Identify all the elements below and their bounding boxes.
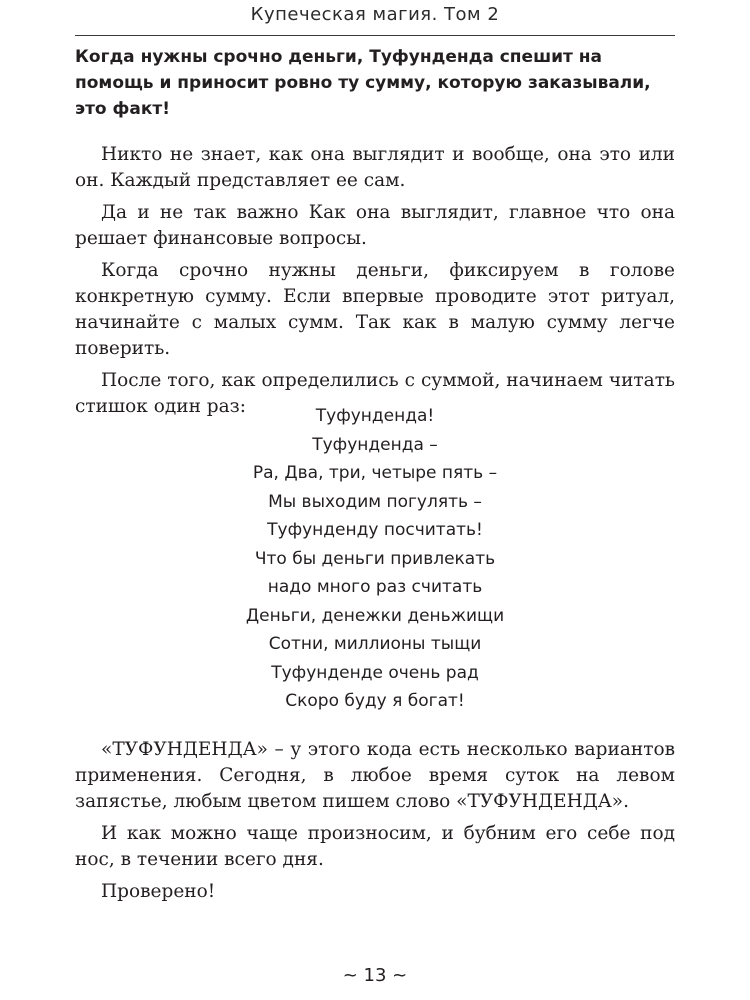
poem-line: Ра, Два, три, четыре пять – — [252, 463, 498, 483]
poem-line: Сотни, миллионы тыщи — [268, 634, 482, 654]
body-paragraph: И как можно чаще произносим, и бубним его себе под нос, в течении всего дня. — [75, 823, 675, 870]
body-paragraph: Когда срочно нужны деньги, фиксируем в голове конкретную сумму. Если впервые проводите этот ритуал, начинайте с малых сумм. Так как в малую сумму легче поверить. — [75, 260, 675, 359]
poem-line: Мы выходим погулять – — [268, 491, 482, 512]
body-paragraph: После того, как определились с суммой, начинаем читать стишок один раз: — [75, 370, 675, 417]
running-header: Купеческая магия. Том 2 — [250, 4, 500, 25]
page-number: ~ 13 ~ — [342, 965, 408, 986]
poem-line: Туфунденда – — [312, 434, 438, 455]
body-text-before-poem — [75, 142, 675, 426]
lead-paragraph: Когда нужны срочно деньги, Туфунденда спешит на помощь и приносит ровно ту сумму, которую заказывали, это факт! — [75, 47, 651, 119]
poem-line: Скоро буду я богат! — [285, 691, 465, 711]
body-paragraph: «ТУФУНДЕНДА» – у этого кода есть несколько вариантов применения. Сегодня, в любое время суток на левом запястье, любым цветом пишем слово «ТУФУНДЕНДА». — [75, 739, 675, 812]
poem-line: надо много раз считать — [267, 577, 483, 597]
poem-line: Туфунденду посчитать! — [267, 520, 483, 540]
body-paragraph: Никто не знает, как она выглядит и вообще, она это или он. Каждый представляет ее сам. — [75, 144, 675, 191]
body-text-after-poem — [75, 737, 675, 911]
poem — [75, 402, 675, 716]
body-paragraph: Да и не так важно Как она выглядит, главное что она решает финансовые вопросы. — [75, 202, 675, 249]
poem-line: Туфунденда! — [315, 406, 435, 426]
header-divider — [75, 35, 675, 36]
body-paragraph: Проверено! — [101, 881, 216, 902]
poem-line: Деньги, денежки деньжищи — [245, 605, 505, 626]
poem-line: Туфунденде очень рад — [271, 662, 479, 683]
poem-line: Что бы деньги привлекать — [254, 548, 496, 569]
